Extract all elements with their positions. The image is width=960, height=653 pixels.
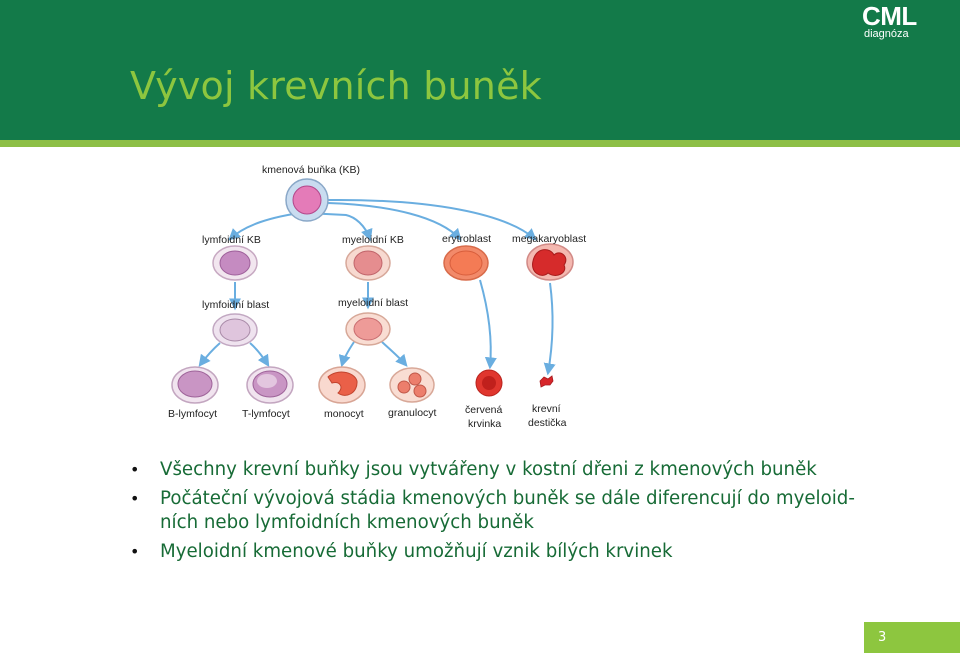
label-red-cell-line1: červená — [465, 404, 503, 416]
label-lymphoid-kb: lymfoidní KB — [202, 234, 261, 246]
arrow-to-b-lymphocyte — [200, 343, 220, 365]
red-blood-cell — [476, 370, 502, 396]
lymphoid-blast-cell — [213, 314, 257, 346]
bullet-text-continuation: ních nebo lymfoidních kmenových buněk — [160, 512, 534, 533]
header-accent-line — [0, 140, 960, 147]
t-lymphocyte-cell — [247, 367, 293, 403]
platelet-cell — [540, 376, 553, 387]
label-t-lymphocyte: T-lymfocyt — [242, 408, 290, 420]
arrow-to-monocyte — [342, 342, 354, 365]
arrow-to-granulocyte — [382, 342, 406, 365]
page-number: 3 — [878, 630, 887, 645]
arrow-to-red-cell — [480, 280, 491, 367]
myeloid-kb-cell — [346, 246, 390, 280]
label-myeloid-blast: myeloidní blast — [338, 297, 409, 309]
arrow-to-t-lymphocyte — [250, 343, 268, 365]
arrows-from-stem-cell — [200, 200, 553, 373]
cml-logo — [862, 2, 942, 44]
label-monocyte: monocyt — [324, 408, 364, 420]
granulocyte-cell — [390, 368, 434, 402]
label-myeloid-kb: myeloidní KB — [342, 234, 404, 246]
bullet-dot: • — [130, 488, 140, 508]
arrow-to-platelet — [548, 283, 553, 373]
bullet-dot: • — [130, 460, 140, 479]
logo-sub-text: diagnóza — [864, 28, 909, 40]
label-b-lymphocyte: B-lymfocyt — [168, 408, 218, 420]
logo-main-text: CML — [862, 1, 917, 31]
myeloid-blast-cell — [346, 313, 390, 345]
blood-cell-diagram — [150, 155, 600, 440]
erythroblast-cell — [444, 246, 488, 280]
label-erythroblast: erytroblast — [442, 233, 492, 245]
bullet-text: Počáteční vývojová stádia kmenových buněk se dále diferencují do myeloid- — [160, 487, 855, 509]
page-number-box — [864, 622, 960, 653]
megakaryoblast-cell — [527, 244, 573, 280]
label-platelet-line2: destička — [528, 417, 567, 429]
bullet-text: Myeloidní kmenové buňky umožňují vznik bílých krvinek — [160, 540, 673, 562]
label-platelet-line1: krevní — [532, 403, 561, 415]
monocyte-cell — [319, 367, 365, 403]
label-megakaryoblast: megakaryoblast — [512, 233, 587, 245]
bullet-item — [124, 540, 924, 565]
bullet-item — [124, 458, 924, 483]
label-granulocyte: granulocyt — [388, 407, 437, 419]
bullet-dot: • — [130, 541, 140, 561]
lymphoid-kb-cell — [213, 246, 257, 280]
label-stem-cell: kmenová buňka (KB) — [262, 164, 361, 176]
stem-cell — [286, 179, 328, 221]
slide-title: Vývoj krevních buněk — [130, 64, 542, 108]
bullet-text: Všechny krevní buňky jsou vytvářeny v kostní dřeni z kmenových buněk — [160, 459, 817, 480]
bullet-list — [124, 458, 924, 564]
label-red-cell-line2: krvinka — [468, 418, 502, 430]
bullet-item — [124, 487, 924, 536]
label-lymphoid-blast: lymfoidní blast — [202, 299, 270, 311]
b-lymphocyte-cell — [172, 367, 218, 403]
